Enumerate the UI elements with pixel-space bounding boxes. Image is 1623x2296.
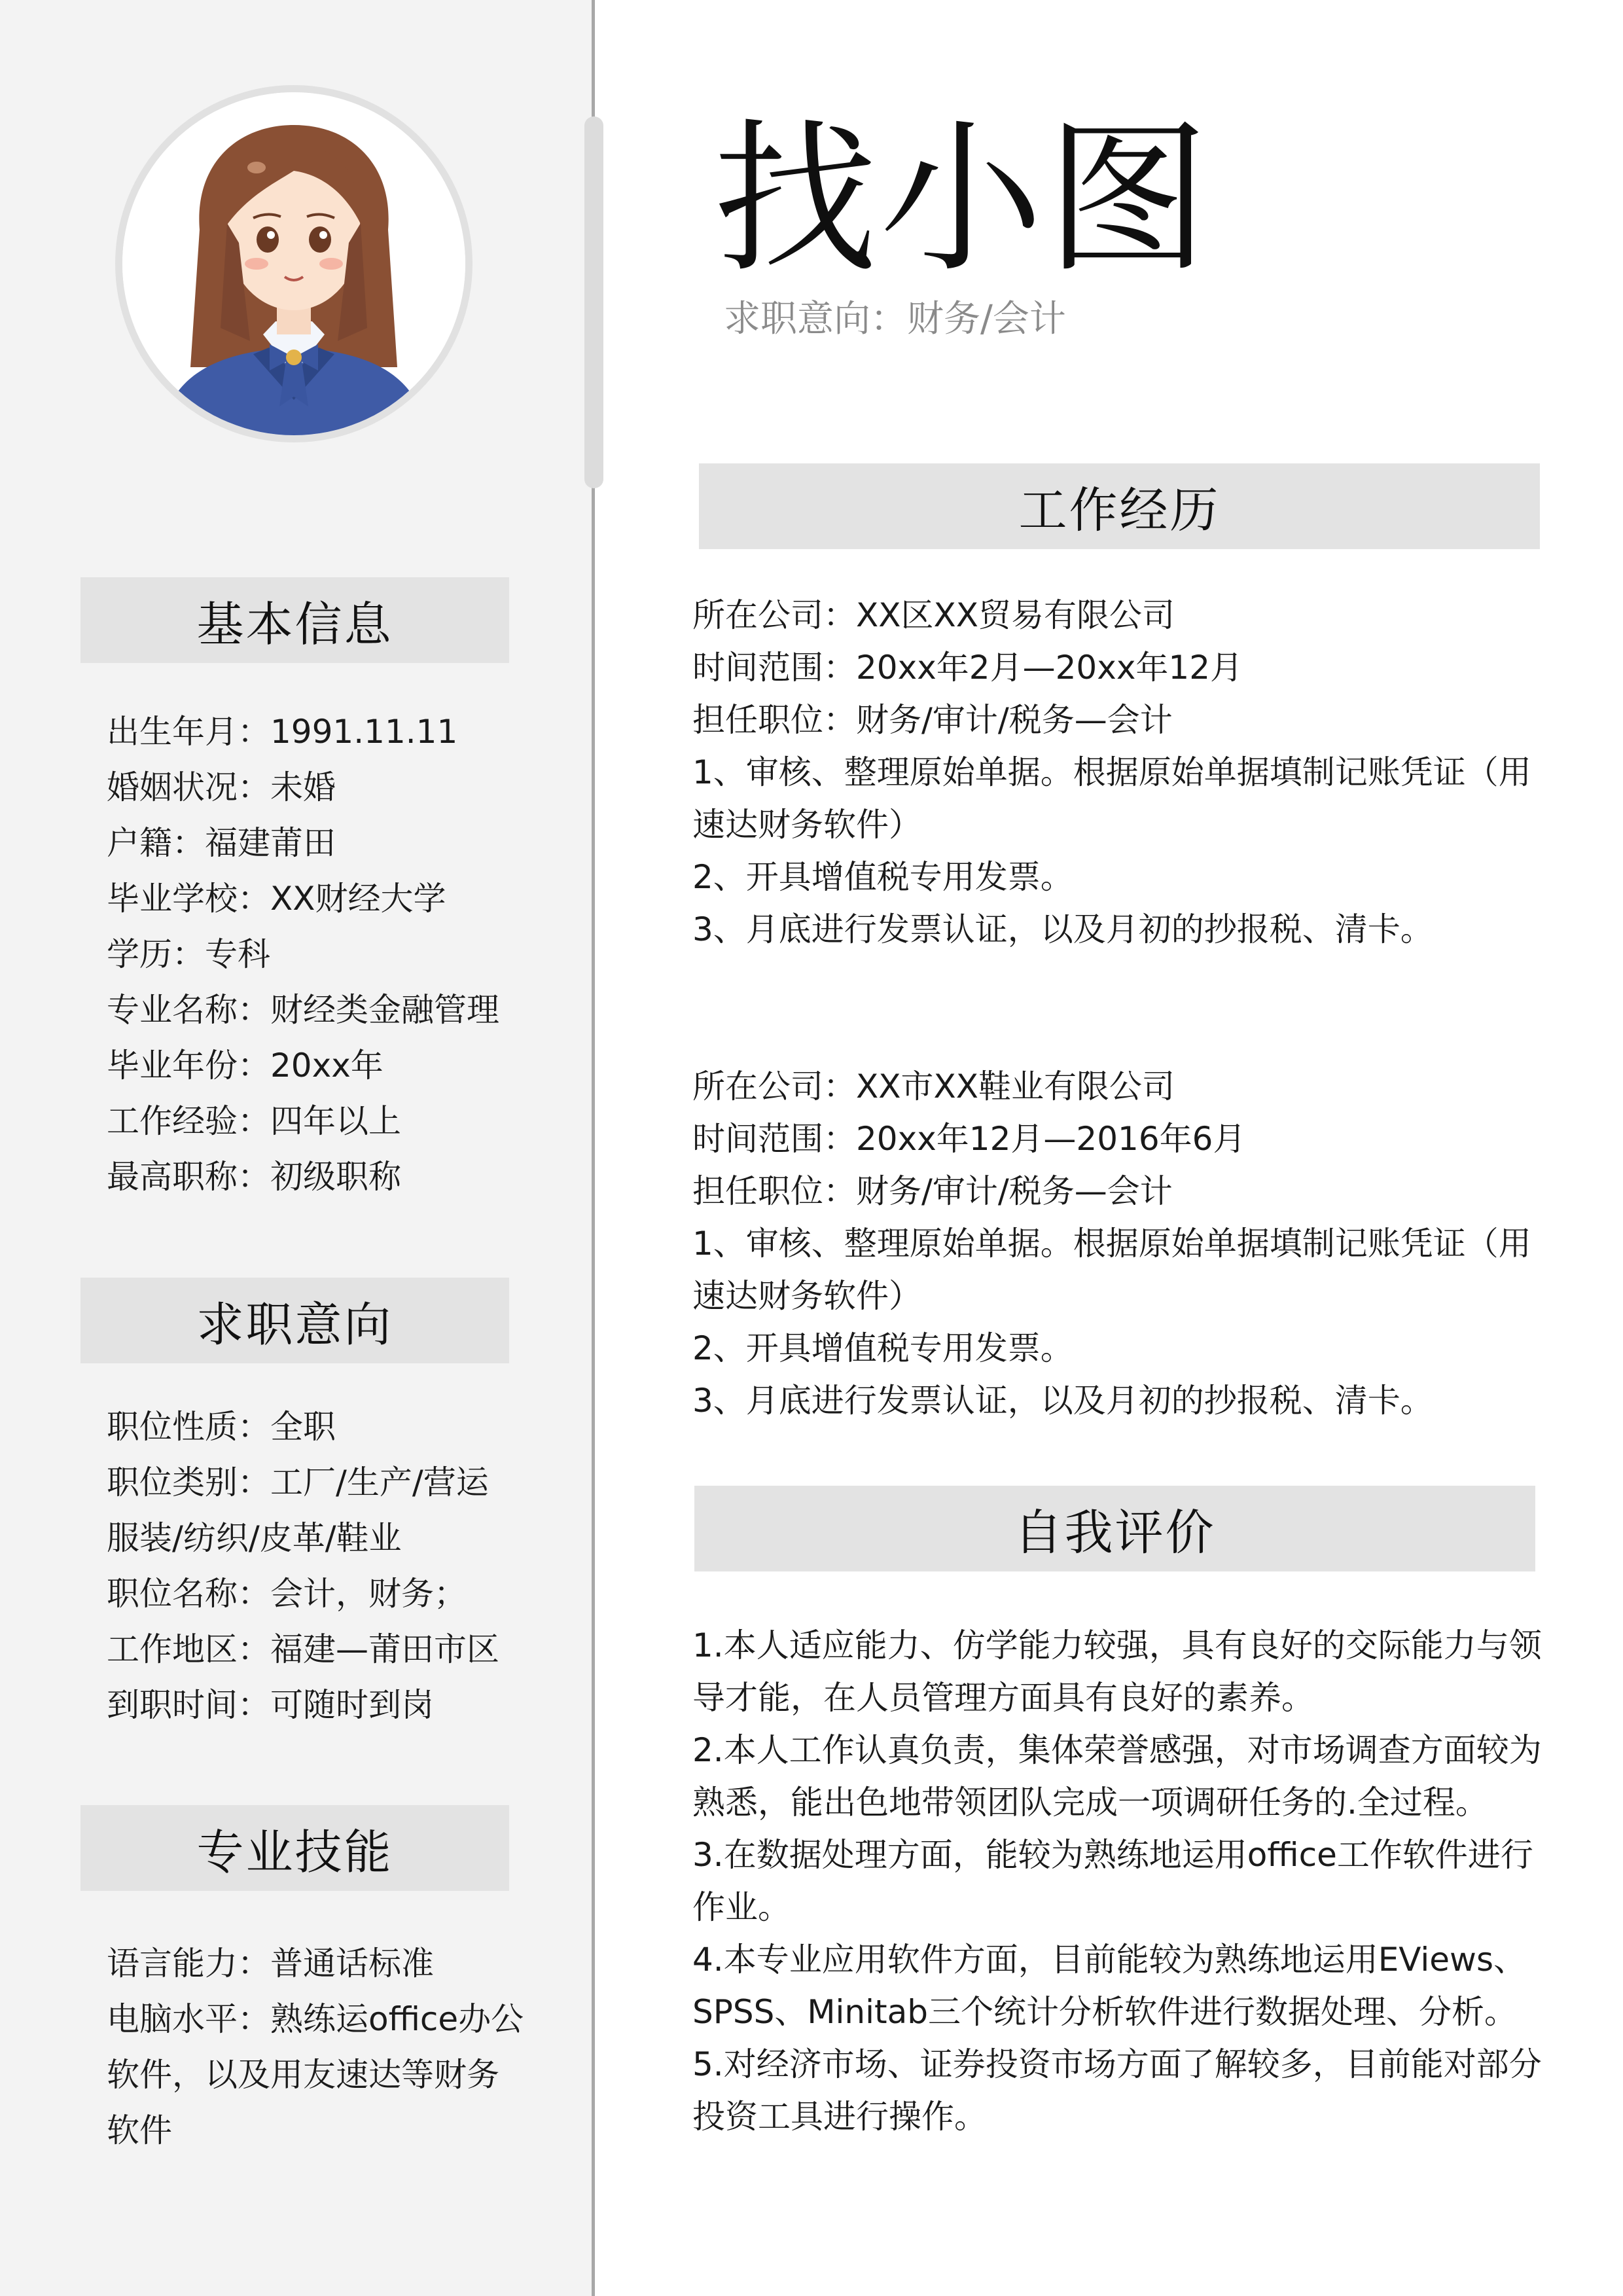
skills-item: 软件，以及用友速达等财务: [107, 2056, 499, 2094]
self-evaluation-text: [692, 1619, 1543, 2143]
job-intent-item: 到职时间：可随时到岗: [107, 1686, 434, 1724]
heading-text: 自我评价: [1014, 1504, 1216, 1561]
job-duty: 3、月底进行发票认证，以及月初的抄报税、清卡。: [692, 1382, 1433, 1420]
section-heading-self-evaluation: [694, 1486, 1535, 1571]
job-intent-list: [107, 1399, 532, 1733]
divider-accent-bar: [584, 117, 603, 488]
heading-text: 基本信息: [196, 596, 393, 652]
basic-info-item: 工作经验：四年以上: [107, 1102, 401, 1140]
self-evaluation-line: 投资工具进行操作。: [692, 2098, 987, 2136]
heading-text: 工作经历: [1018, 482, 1221, 539]
basic-info-item: 专业名称：财经类金融管理: [107, 991, 499, 1029]
job-period: 时间范围：20xx年2月—20xx年12月: [692, 649, 1243, 687]
basic-info-item: 毕业学校：XX财经大学: [107, 880, 446, 918]
job-position: 担任职位：财务/审计/税务—会计: [692, 1172, 1173, 1210]
job-duty: 1、审核、整理原始单据。根据原始单据填制记账凭证（用: [692, 1225, 1531, 1263]
self-evaluation-line: 5.对经济市场、证券投资市场方面了解较多，目前能对部分: [692, 2045, 1542, 2083]
skills-item: 电脑水平：熟练运office办公: [107, 2000, 524, 2038]
job-intent-item: 职位性质：全职: [107, 1408, 336, 1446]
job-company: 所在公司：XX市XX鞋业有限公司: [692, 1067, 1175, 1105]
job-entry: [692, 1060, 1543, 1427]
basic-info-item: 出生年月：1991.11.11: [107, 713, 458, 751]
basic-info-list: [107, 704, 532, 1205]
basic-info-item: 婚姻状况：未婚: [107, 768, 336, 806]
job-target-subtitle: 求职意向：财务/会计: [724, 298, 1066, 340]
basic-info-item: 户籍：福建莆田: [107, 824, 336, 862]
job-duty: 2、开具增值税专用发票。: [692, 858, 1073, 896]
job-company: 所在公司：XX区XX贸易有限公司: [692, 596, 1175, 634]
skills-item: 语言能力：普通话标准: [107, 1945, 434, 1982]
heading-text: 专业技能: [196, 1824, 393, 1880]
self-evaluation-line: 3.在数据处理方面，能较为熟练地运用office工作软件进行: [692, 1836, 1533, 1874]
section-heading-skills: [80, 1805, 509, 1891]
avatar: [115, 85, 473, 442]
self-evaluation-line: 作业。: [692, 1888, 791, 1926]
job-entry: [692, 589, 1543, 956]
self-evaluation-line: 4.本专业应用软件方面，目前能较为熟练地运用EViews、: [692, 1941, 1526, 1979]
section-heading-basic-info: [80, 577, 509, 663]
basic-info-item: 最高职称：初级职称: [107, 1158, 401, 1196]
job-duty: 速达财务软件）: [692, 806, 921, 844]
job-intent-item: 服装/纺织/皮革/鞋业: [107, 1519, 402, 1557]
candidate-name: 找小图: [713, 104, 1212, 295]
job-duty: 3、月底进行发票认证，以及月初的抄报税、清卡。: [692, 910, 1433, 948]
job-intent-item: 职位类别：工厂/生产/营运: [107, 1463, 489, 1501]
section-heading-experience: [699, 463, 1540, 549]
self-evaluation-line: 2.本人工作认真负责，集体荣誉感强，对市场调查方面较为: [692, 1731, 1542, 1769]
job-position: 担任职位：财务/审计/税务—会计: [692, 701, 1173, 739]
self-evaluation-line: 1.本人适应能力、仿学能力较强，具有良好的交际能力与领: [692, 1626, 1542, 1664]
avatar-illustration: [122, 92, 465, 435]
self-evaluation-line: SPSS、Minitab三个统计分析软件进行数据处理、分析。: [692, 1993, 1517, 2031]
self-evaluation-line: 导才能，在人员管理方面具有良好的素养。: [692, 1679, 1314, 1717]
job-duty: 2、开具增值税专用发票。: [692, 1329, 1073, 1367]
job-duty: 速达财务软件）: [692, 1277, 921, 1315]
heading-text: 求职意向: [196, 1297, 393, 1352]
section-heading-job-intent: [80, 1278, 509, 1363]
job-period: 时间范围：20xx年12月—2016年6月: [692, 1120, 1246, 1158]
job-intent-item: 职位名称：会计，财务；: [107, 1575, 467, 1613]
basic-info-item: 毕业年份：20xx年: [107, 1047, 383, 1085]
basic-info-item: 学历：专科: [107, 935, 270, 973]
job-duty: 1、审核、整理原始单据。根据原始单据填制记账凭证（用: [692, 753, 1531, 791]
skills-list: [107, 1936, 532, 2159]
self-evaluation-line: 熟悉，能出色地带领团队完成一项调研任务的.全过程。: [692, 1784, 1488, 1821]
job-intent-item: 工作地区：福建—莆田市区: [107, 1630, 499, 1668]
skills-item: 软件: [107, 2111, 172, 2149]
